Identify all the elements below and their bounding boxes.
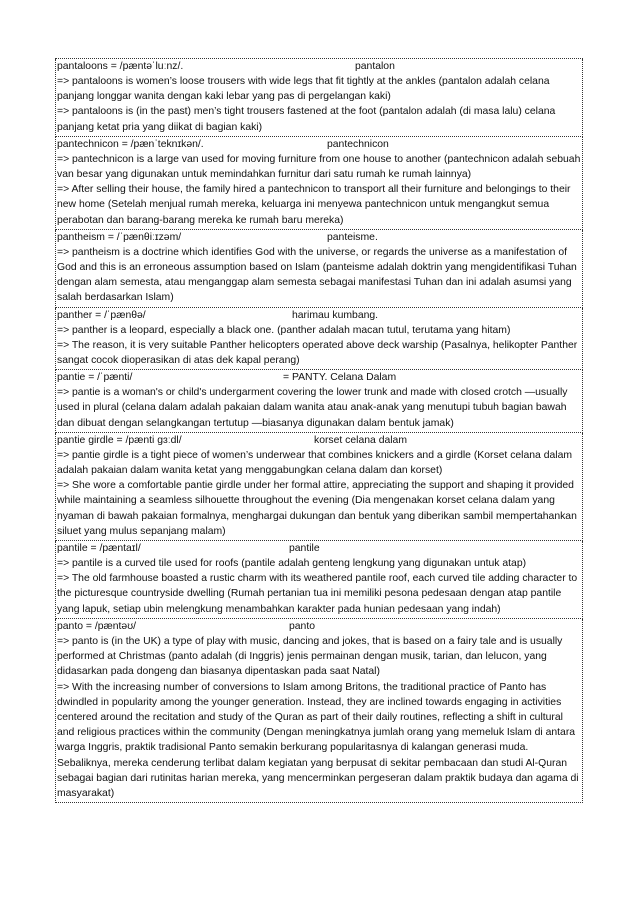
definition-paragraph: => pantaloons is (in the past) men’s tight trousers fastened at the foot (pantalon adalah (di masa lalu) celana panjang ketat pria yang diikat di bagian kaki) [57,106,556,133]
entry-header [57,230,581,245]
translation: pantalon [355,61,395,72]
definition-paragraph: => pantheism is a doctrine which identifies God with the universe, or regards the universe as a manifestation of God and this is an erroneous assumption based on Islam (panteisme adalah doktrin yang mengidentifikasi Tuhan dengan alam semesta, atau menganggap alam semesta sebagai manifestasi Tuhan dan ini adalah asumsi yang salah berdasarkan Islam) [57,246,577,304]
headword: pantaloons = /pæntəˈluːnz/. [57,61,184,72]
headword: pantile = /pæntaɪl/ [57,543,141,555]
example-paragraph: => After selling their house, the family hired a pantechnicon to transport all their furniture and belongings to their new home (Setelah menjual rumah mereka, keluarga ini menyewa pantechnicon untuk mengangkut semua perabotan dan barang-barang mereka ke rumah baru mereka) [57,184,571,226]
definition-paragraph: => panto is (in the UK) a type of play with music, dancing and jokes, that is based on a fairy tale and is usually performed at Christmas (panto adalah (di Inggris) jenis permainan dengan musik, tarian, dan lelucon, yang didasarkan pada dongeng dan biasanya dipentaskan pada saat Natal) [57,635,563,678]
definition-paragraph: => pantaloons is women’s loose trousers with wide legs that fit tightly at the ankles (pantalon adalah celana panjang longgar wanita dengan kaki lebar yang pas di pergelangan kaki) [57,76,550,103]
headword: pantheism = /ˈpænθiːɪzəm/ [57,231,182,243]
entry-pantie-girdle [55,433,583,541]
entry-header [57,137,581,152]
translation: = PANTY. Celana Dalam [283,372,397,384]
headword: pantie = /ˈpænti/ [57,372,133,384]
entry-panto [55,619,583,803]
entry-header [57,433,581,448]
definition-paragraph: => pantie girdle is a tight piece of women’s underwear that combines knickers and a girdle (Korset celana dalam adalah pakaian dalam wanita ketat yang menggabungkan celana dalam dan korset) [57,449,573,477]
entry-pantaloons [55,59,583,137]
glossary-sheet [55,58,583,803]
headword: pantechnicon = /pænˈteknɪkən/. [57,138,204,150]
headword: panto = /pæntəʊ/ [57,620,136,632]
entry-pantie [55,370,583,433]
translation: harimau kumbang. [292,309,379,321]
example-paragraph: => The old farmhouse boasted a rustic charm with its weathered pantile roof, each curved tile adding character to the picturesque countryside dwelling (Rumah pertanian tua ini memiliki pesona pedesaan dengan atap pantile yang lapuk, setiap ubin melengkung menambahkan karakter pada hunian pedesaan yang indah) [57,573,578,615]
entry-header [57,370,581,385]
entry-pantile [55,541,583,619]
definition-paragraph: => pantechnicon is a large van used for moving furniture from one house to another (pantechnicon adalah sebuah van besar yang digunakan untuk memindahkan furnitur dari satu rumah ke rumah lainnya) [57,153,581,181]
definition-paragraph: => pantie is a woman's or child's undergarment covering the lower trunk and made with closed crotch —usually used in plural (celana dalam adalah pakaian dalam wanita atau anak-anak yang menutupi tubuh bagian bawah dan dibuat dengan selangkangan tertutup —biasanya digunakan dalam bentuk jamak) [57,387,568,429]
entry-pantechnicon [55,137,583,230]
headword: panther = /ˈpænθə/ [57,309,146,321]
translation: panteisme. [327,231,378,243]
entry-pantheism [55,230,583,308]
translation: korset celana dalam [314,434,407,446]
translation: pantile [289,543,320,555]
definition-paragraph: => panther is a leopard, especially a black one. (panther adalah macan tutul, terutama yang hitam) [57,324,511,336]
example-paragraph: => With the increasing number of conversions to Islam among Britons, the traditional practice of Panto has dwindled in popularity among the younger generation. Instead, they are inclined towards engaging in activities centered around the recitation and study of the Quran as part of their daily routines, reflecting a shift in cultural and religious practices within the community (Dengan meningkatnya jumlah orang yang memeluk Islam di antara warga Inggris, praktik tradisional Panto semakin berkurang popularitasnya di kalangan generasi muda. Sebaliknya, mereka cenderung terlibat dalam kegiatan yang berpusat di sekitar pembacaan dan studi Al-Quran sebagai bagian dari rutinitas harian mereka, yang mencerminkan pergeseran dalam praktik budaya dan agama di masyarakat) [57,681,579,799]
example-paragraph: => The reason, it is very suitable Panther helicopters operated above deck warship (Pasalnya, helikopter Panther sangat cocok dioperasikan di atas dek kapal perang) [57,339,578,367]
example-paragraph: => She wore a comfortable pantie girdle under her formal attire, appreciating the support and shaping it provided while maintaining a seamless silhouette throughout the evening (Dia mengenakan korset celana dalam yang nyaman di bawah pakaian formalnya, menghargai dukungan dan bentuk yang diberikan sambil mempertahankan siluet yang mulus sepanjang malam) [57,480,577,537]
entry-header [57,59,581,74]
entry-header [57,619,581,634]
definition-paragraph: => pantile is a curved tile used for roofs (pantile adalah genteng lengkung yang digunakan untuk atap) [57,558,527,570]
entry-panther [55,308,583,371]
translation: pantechnicon [327,138,389,150]
entry-header [57,308,581,323]
translation: panto [289,620,316,632]
entry-header [57,541,581,556]
headword: pantie girdle = /pænti gɜːdl/ [57,434,182,446]
